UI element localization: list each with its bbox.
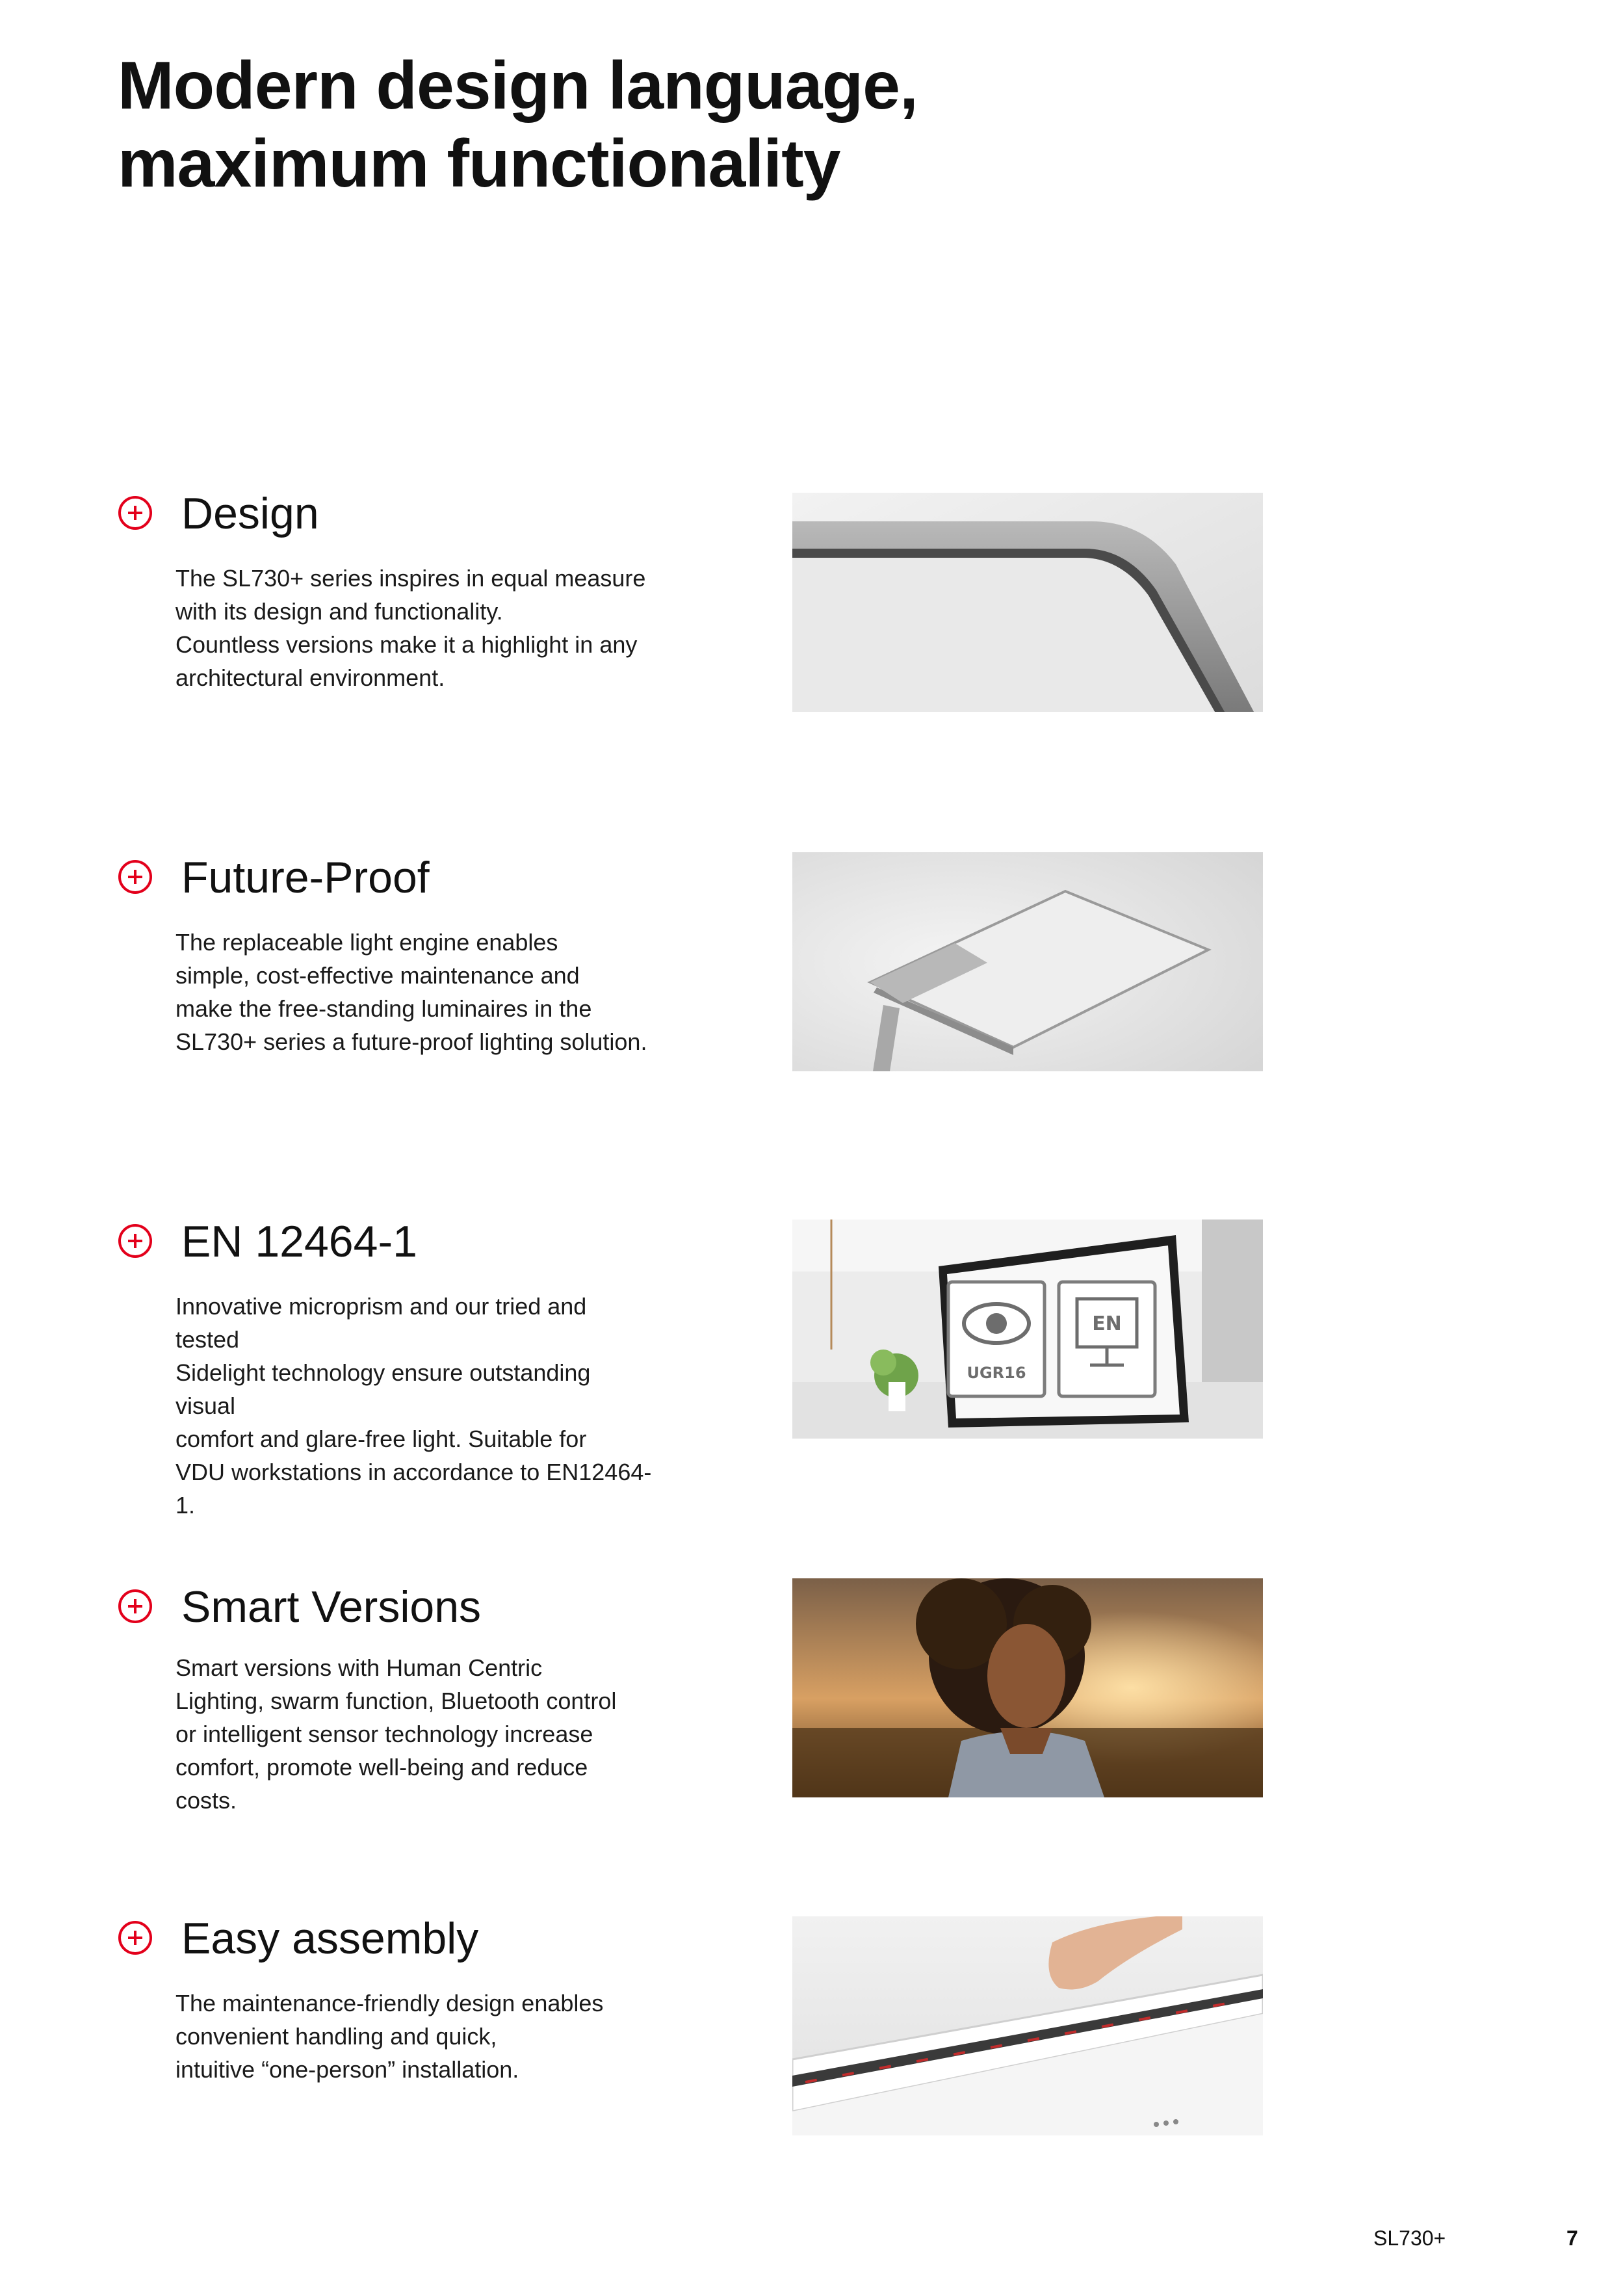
plus-circle-icon[interactable] bbox=[118, 495, 153, 530]
monitor-ugr-en-image bbox=[792, 1220, 1263, 1439]
page-title-line-2: maximum functionality bbox=[118, 126, 840, 202]
description-line: Sidelight technology ensure outstanding bbox=[175, 1359, 591, 1386]
description-line: Innovative microprism and our tried and bbox=[175, 1293, 587, 1320]
feature-description bbox=[175, 562, 728, 694]
description-line: or intelligent sensor technology increase bbox=[175, 1721, 593, 1747]
description-line: visual bbox=[175, 1392, 236, 1419]
feature-easy-assembly bbox=[118, 1911, 768, 2083]
description-line: VDU workstations in accordance to EN12464- bbox=[175, 1459, 652, 1485]
description-line: Smart versions with Human Centric bbox=[175, 1654, 543, 1681]
description-line: The replaceable light engine enables bbox=[175, 929, 558, 956]
free-standing-luminaire-image bbox=[792, 852, 1263, 1071]
feature-description bbox=[175, 1987, 728, 2086]
description-line: comfort, promote well-being and reduce bbox=[175, 1754, 588, 1781]
description-line: simple, cost-effective maintenance and bbox=[175, 962, 580, 989]
feature-title: Design bbox=[181, 489, 319, 538]
description-line: tested bbox=[175, 1326, 240, 1353]
luminaire-edge-closeup-image bbox=[792, 493, 1263, 712]
woman-sunset-image bbox=[792, 1578, 1263, 1797]
feature-title: Future-Proof bbox=[181, 853, 430, 902]
feature-en-12464-1 bbox=[118, 1214, 768, 1519]
description-line: convenient handling and quick, bbox=[175, 2023, 497, 2050]
feature-header bbox=[118, 1911, 768, 1970]
feature-description bbox=[175, 1290, 728, 1522]
description-line: intuitive “one-person” installation. bbox=[175, 2056, 519, 2083]
description-line: Lighting, swarm function, Bluetooth control bbox=[175, 1688, 617, 1714]
page-title-line-1: Modern design language, bbox=[118, 48, 918, 124]
en-label: EN bbox=[1092, 1312, 1122, 1335]
feature-description bbox=[175, 1651, 728, 1817]
footer-product-name: SL730+ bbox=[1373, 2226, 1446, 2250]
page-title bbox=[118, 47, 918, 203]
feature-smart-versions bbox=[118, 1580, 768, 1814]
feature-design bbox=[118, 486, 768, 691]
feature-title: Easy assembly bbox=[181, 1914, 479, 1963]
page-number: 7 bbox=[1566, 2226, 1578, 2250]
description-line: 1. bbox=[175, 1492, 196, 1519]
feature-future-proof bbox=[118, 850, 768, 1055]
feature-header bbox=[118, 1214, 768, 1273]
plus-circle-icon[interactable] bbox=[118, 1920, 153, 1955]
description-line: comfort and glare-free light. Suitable for bbox=[175, 1426, 587, 1452]
feature-title: Smart Versions bbox=[181, 1582, 482, 1632]
ugr-label: UGR16 bbox=[967, 1364, 1026, 1382]
feature-header bbox=[118, 850, 768, 909]
description-line: make the free-standing luminaires in the bbox=[175, 995, 592, 1022]
feature-title: EN 12464-1 bbox=[181, 1217, 417, 1266]
plus-circle-icon[interactable] bbox=[118, 1223, 153, 1259]
hand-installing-light-engine-image bbox=[792, 1916, 1263, 2135]
description-line: Countless versions make it a highlight in any bbox=[175, 631, 638, 658]
feature-header bbox=[118, 486, 768, 545]
description-line: architectural environment. bbox=[175, 664, 445, 691]
description-line: The maintenance-friendly design enables bbox=[175, 1990, 604, 2016]
plus-circle-icon[interactable] bbox=[118, 1589, 153, 1624]
feature-description bbox=[175, 926, 728, 1058]
description-line: The SL730+ series inspires in equal measure bbox=[175, 565, 646, 592]
feature-header bbox=[118, 1580, 768, 1638]
description-line: costs. bbox=[175, 1787, 237, 1814]
description-line: SL730+ series a future-proof lighting solution. bbox=[175, 1028, 647, 1055]
plus-circle-icon[interactable] bbox=[118, 859, 153, 894]
description-line: with its design and functionality. bbox=[175, 598, 503, 625]
